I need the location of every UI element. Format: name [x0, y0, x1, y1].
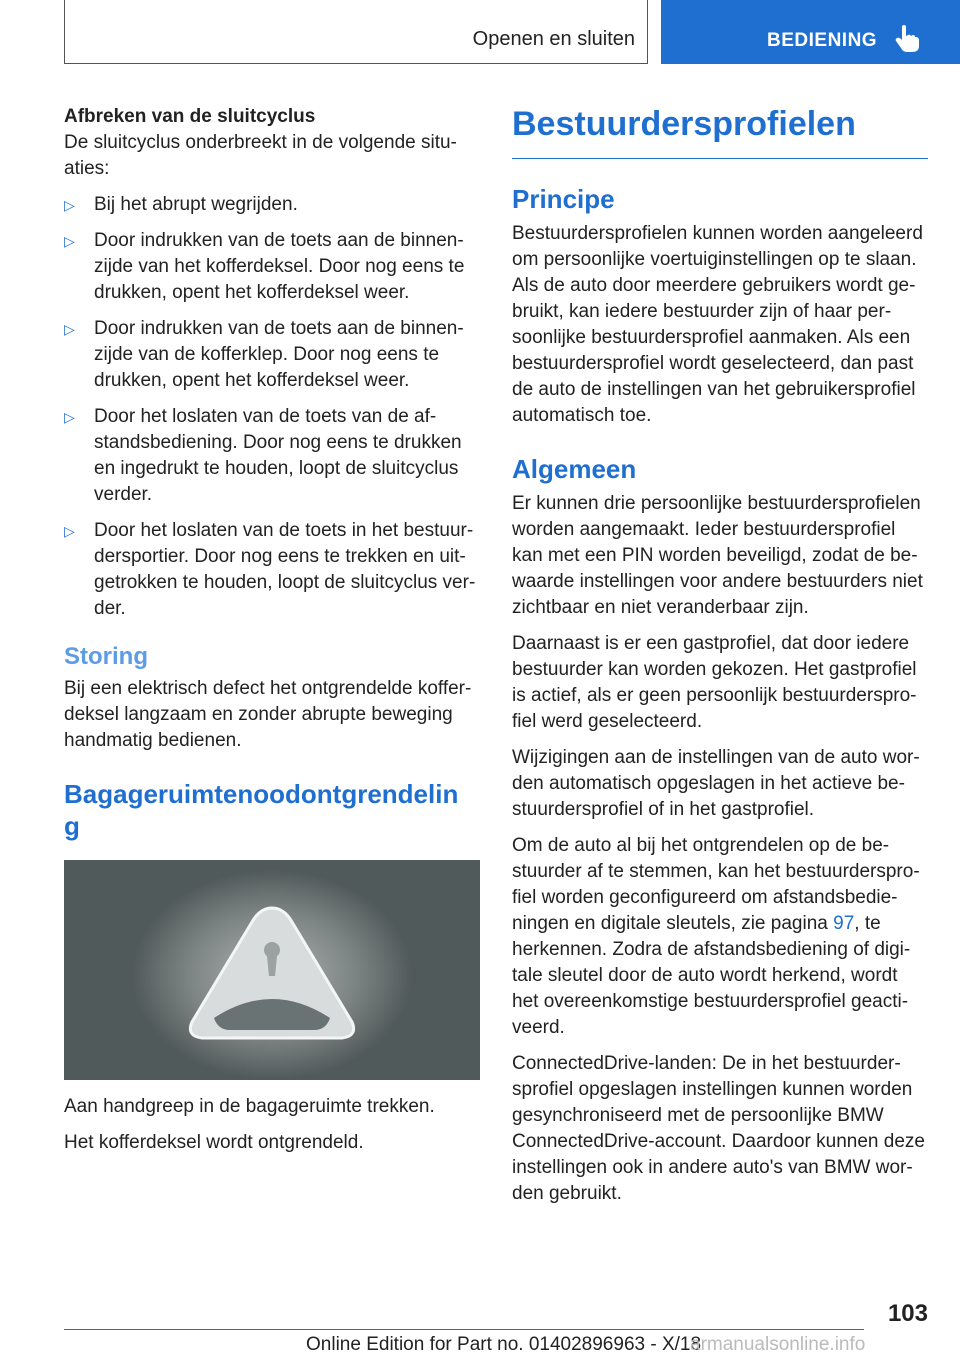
right-column	[512, 104, 928, 1217]
list-item: ▷ Bij het abrupt wegrijden.	[64, 192, 480, 218]
chapter-tab[interactable]	[661, 0, 960, 64]
triangle-right-icon: ▷	[64, 233, 75, 249]
heading-principe: Principe	[512, 184, 615, 214]
intro-text: De sluitcyclus onderbreekt in de volgende situ-aties:	[64, 132, 457, 179]
heading-algemeen: Algemeen	[512, 454, 637, 484]
page-number: 103	[887, 1300, 928, 1327]
bullet-list	[64, 192, 480, 622]
heading-emergency-release: Bagageruimtenoodontgrendelin g	[64, 779, 459, 841]
chapter-label: BEDIENING	[767, 30, 878, 51]
heading-driver-profiles: Bestuurdersprofielen	[512, 104, 928, 159]
watermark: armanualsonline.info	[690, 1334, 866, 1355]
algemeen-paragraph-1: Er kunnen drie persoonlijke bestuurdersprofielen worden aangemaakt. Ieder bestuurdersprofiel kan met een PIN worden beveiligd, zodat de be-waarde instellingen voor andere bestuurders niet zichtbaar en niet veranderbaar zijn.	[512, 493, 923, 618]
triangle-right-icon: ▷	[64, 197, 75, 213]
algemeen-paragraph-2: Daarnaast is er een gastprofiel, dat door iedere bestuurder kan worden gekozen. Het gastprofiel is actief, als er geen persoonlijk bestuurderspro-fiel werd geselecteerd.	[512, 633, 917, 732]
hand-pointer-icon	[893, 24, 921, 54]
left-column	[64, 104, 480, 1166]
heading-storing: Storing	[64, 643, 148, 670]
algemeen-paragraph-5: ConnectedDrive-landen: De in het bestuurder-sprofiel opgeslagen instellingen kunnen worden gesynchroniseerd met de persoonlijke BMW ConnectedDrive-account. Daardoor kunnen deze instellingen ook in andere auto's van BMW wor-den gebruikt.	[512, 1053, 925, 1204]
emergency-handle-illustration	[64, 860, 480, 1080]
caption-unlocked: Het kofferdeksel wordt ontgrendeld.	[64, 1132, 364, 1153]
triangle-right-icon: ▷	[64, 321, 75, 337]
list-item: ▷ Door het loslaten van de toets van de af-standsbediening. Door nog eens te drukken en ingedrukt te houden, loopt de sluitcyclus verder.	[64, 406, 462, 505]
footer-divider	[64, 1329, 864, 1330]
algemeen-paragraph-3: Wijzigingen aan de instellingen van de auto wor-den automatisch opgeslagen in het actieve be-stuurdersprofiel of in het gastprofiel.	[512, 747, 920, 820]
list-item: ▷ Door indrukken van de toets aan de binnen-zijde van de kofferklep. Door nog eens te drukken, opent het kofferdeksel weer.	[64, 318, 464, 391]
triangle-right-icon: ▷	[64, 523, 75, 539]
list-item: ▷ Door indrukken van de toets aan de binnen-zijde van het kofferdeksel. Door nog eens te drukken, opent het kofferdeksel weer.	[64, 230, 465, 303]
storing-text: Bij een elektrisch defect het ontgrendelde koffer-deksel langzaam en zonder abrupte beweging handmatig bedienen.	[64, 678, 472, 751]
principe-text: Bestuurdersprofielen kunnen worden aangeleerd om persoonlijke voertuiginstellingen op te slaan. Als de auto door meerdere gebruikers wordt ge-bruikt, kan iedere bestuurder zijn of haar per-soonlijke bestuurdersprofiel aanmaken. Als een bestuurdersprofiel wordt geselecteerd, dan past de auto de instellingen van het gebruikersprofiel automatisch toe.	[512, 223, 923, 426]
list-item: ▷ Door het loslaten van de toets in het bestuur-dersportier. Door nog eens te trekken en uit-getrokken te houden, loopt de sluitcyclus ver-der.	[64, 520, 476, 619]
page-reference-link[interactable]: 97	[833, 913, 855, 934]
caption-pull: Aan handgreep in de bagageruimte trekken.	[64, 1096, 435, 1117]
section-title: Openen en sluiten	[472, 28, 635, 50]
algemeen-paragraph-4: Om de auto al bij het ontgrendelen op de be-stuurder af te stemmen, kan het bestuurderspro-fiel worden geconfigureerd om afstandsbedie-ningen en digitale sleutels, zie pagina 97, te herkennen. Zodra de afstandsbediening of digi-tale sleutel door de auto wordt herkend, wordt het overeenkomstige bestuurdersprofiel geacti-veerd.	[512, 835, 920, 1038]
emergency-handle-image	[64, 860, 480, 1080]
triangle-right-icon: ▷	[64, 409, 75, 425]
subheading-abort: Afbreken van de sluitcyclus	[64, 106, 316, 127]
edition-text: Online Edition for Part no. 01402896963 - X/18	[306, 1334, 702, 1355]
header-left-box	[64, 0, 648, 64]
